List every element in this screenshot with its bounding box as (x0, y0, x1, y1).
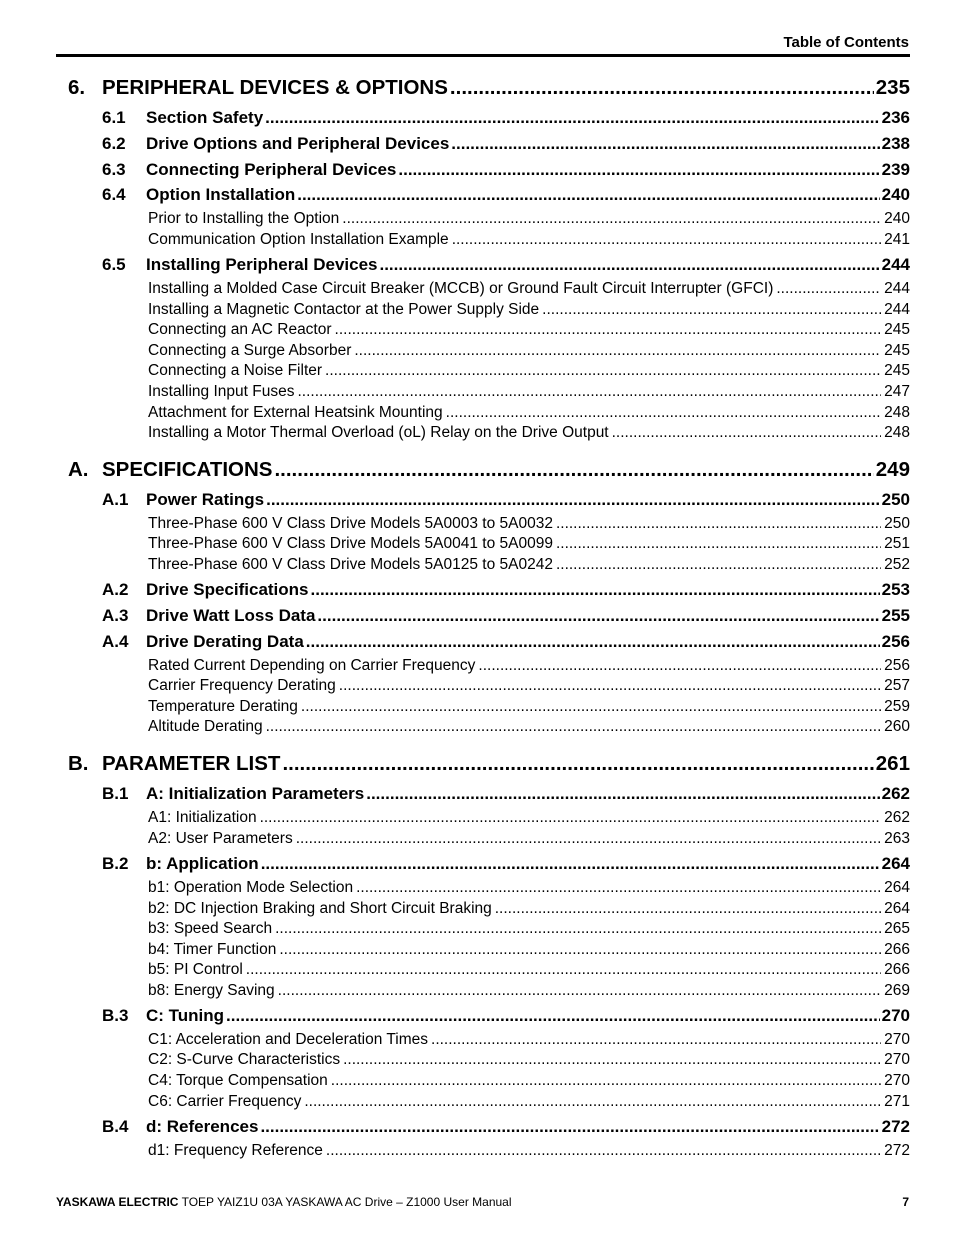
toc-entry-number: B.3 (102, 1006, 129, 1025)
toc-entry-sub[interactable] (148, 830, 910, 848)
toc-entry-sub[interactable] (148, 404, 910, 422)
toc-entry-title: Power Ratings (146, 490, 265, 509)
toc-entry-number: 6.5 (102, 255, 126, 274)
toc-entry-label (148, 677, 336, 695)
dot-leader (301, 698, 881, 716)
toc-entry-sub[interactable] (148, 982, 910, 1000)
toc-entry-sub[interactable] (148, 677, 910, 695)
dot-leader (246, 961, 881, 979)
toc-entry-number: 6. (68, 76, 86, 99)
toc-entry-title: b3: Speed Search (148, 920, 273, 937)
toc-entry-label (148, 657, 475, 675)
dot-leader (451, 134, 879, 154)
toc-entry-label (148, 1093, 301, 1111)
toc-entry-label (148, 718, 263, 736)
toc-entry-page: 245 (884, 362, 910, 379)
toc-entry-title: Drive Specifications (146, 580, 309, 599)
toc-entry-title: C6: Carrier Frequency (148, 1093, 302, 1110)
dot-leader (311, 580, 880, 600)
toc-entry-label (148, 1051, 340, 1069)
dot-leader (776, 280, 881, 298)
toc-entry-label (102, 255, 377, 275)
toc-entry-page: 272 (881, 1117, 910, 1136)
toc-entry-label (148, 362, 322, 380)
toc-entry-number: 6.2 (102, 134, 126, 153)
dot-leader (452, 231, 881, 249)
toc-entry-title: A: Initialization Parameters (146, 784, 365, 803)
toc-entry-number: 6.1 (102, 108, 126, 127)
toc-entry-title: d: References (146, 1117, 259, 1136)
toc-entry-label (102, 854, 259, 874)
toc-entry-title: Drive Options and Peripheral Devices (146, 134, 450, 153)
dot-leader (317, 606, 879, 626)
toc-entry-title: Temperature Derating (148, 698, 298, 715)
toc-entry-sub[interactable] (148, 1031, 910, 1049)
toc-entry-page: 250 (884, 515, 910, 532)
dot-leader (398, 160, 879, 180)
toc-entry-label (148, 231, 449, 249)
toc-entry-page: 270 (884, 1051, 910, 1068)
dot-leader (342, 210, 881, 228)
toc-entry-title: SPECIFICATIONS (102, 458, 273, 481)
toc-entry-sub[interactable] (148, 210, 910, 228)
toc-entry-page: 272 (884, 1142, 910, 1159)
toc-entry-label (148, 920, 272, 938)
toc-entry-sub[interactable] (148, 657, 910, 675)
toc-entry-label (102, 1117, 258, 1137)
footer-text (56, 1195, 512, 1209)
toc-entry-page: 244 (884, 280, 910, 297)
dot-leader (556, 515, 881, 533)
toc-entry-title: Carrier Frequency Derating (148, 677, 336, 694)
toc-entry-label (148, 383, 294, 401)
toc-entry-sub[interactable] (148, 424, 910, 442)
page-number: 7 (902, 1195, 909, 1209)
toc-entry-label (148, 424, 609, 442)
toc-entry-label (148, 1142, 323, 1160)
toc-entry-label (102, 1006, 224, 1026)
toc-entry-page: 265 (884, 920, 910, 937)
toc-entry-sec[interactable] (102, 160, 910, 180)
toc-entry-sec[interactable] (102, 185, 910, 205)
toc-entry-title: b8: Energy Saving (148, 982, 275, 999)
dot-leader (274, 458, 873, 482)
dot-leader (296, 830, 881, 848)
dot-leader (265, 108, 879, 128)
toc-entry-title: b1: Operation Mode Selection (148, 879, 354, 896)
toc-entry-number: B.4 (102, 1117, 129, 1136)
toc-entry-label (148, 982, 275, 1000)
toc-entry-sub[interactable] (148, 941, 910, 959)
toc-entry-ch[interactable] (68, 76, 910, 100)
footer-doc-title: TOEP YAIZ1U 03A YASKAWA AC Drive – Z1000 User Manual (178, 1195, 512, 1209)
toc-entry-sec[interactable] (102, 784, 910, 804)
dot-leader (261, 854, 880, 874)
toc-entry-title: Option Installation (146, 185, 296, 204)
toc-entry-title: Attachment for External Heatsink Mounting (148, 404, 443, 421)
toc-entry-page: 255 (881, 606, 910, 625)
toc-entry-title: b2: DC Injection Braking and Short Circuit Braking (148, 900, 492, 917)
toc-entry-sec[interactable] (102, 134, 910, 154)
toc-entry-label (102, 160, 396, 180)
toc-entry-sub[interactable] (148, 1142, 910, 1160)
toc-entry-title: C2: S-Curve Characteristics (148, 1051, 341, 1068)
toc-entry-title: Drive Watt Loss Data (146, 606, 316, 625)
toc-entry-page: 270 (884, 1072, 910, 1089)
toc-entry-ch[interactable] (68, 752, 910, 776)
dot-leader (335, 321, 882, 339)
toc-entry-page: 263 (884, 830, 910, 847)
toc-entry-label (68, 752, 280, 776)
toc-entry-sub[interactable] (148, 1072, 910, 1090)
toc-entry-page: 251 (884, 535, 910, 552)
toc-entry-title: Connecting an AC Reactor (148, 321, 332, 338)
toc-entry-label (148, 280, 773, 298)
toc-entry-title: b4: Timer Function (148, 941, 277, 958)
dot-leader (297, 185, 879, 205)
toc-entry-title: A1: Initialization (148, 809, 257, 826)
toc-entry-sub[interactable] (148, 515, 910, 533)
toc-entry-title: Three-Phase 600 V Class Drive Models 5A0003 to 5A0032 (148, 515, 553, 532)
toc-entry-page: 270 (884, 1031, 910, 1048)
toc-entry-label (102, 134, 449, 154)
toc-entry-page: 252 (884, 556, 910, 573)
dot-leader (226, 1006, 880, 1026)
toc-entry-label (102, 784, 364, 804)
running-header: Table of Contents (783, 34, 909, 51)
toc-entry-page: 253 (881, 580, 910, 599)
toc-entry-page: 264 (884, 900, 910, 917)
toc-entry-page: 256 (884, 657, 910, 674)
toc-entry-label (148, 1031, 428, 1049)
toc-entry-sub[interactable] (148, 961, 910, 979)
toc-entry-label (102, 185, 295, 205)
toc-entry-page: 262 (881, 784, 910, 803)
toc-entry-sub[interactable] (148, 280, 910, 298)
toc-entry-page: 266 (884, 961, 910, 978)
toc-entry-title: b: Application (146, 854, 259, 873)
toc-entry-page: 249 (875, 458, 910, 481)
dot-leader (297, 383, 881, 401)
toc-entry-sub[interactable] (148, 698, 910, 716)
toc-entry-number: A. (68, 458, 89, 481)
toc-entry-label (148, 1072, 328, 1090)
toc-entry-page: 235 (875, 76, 910, 99)
toc-entry-sec[interactable] (102, 108, 910, 128)
toc-entry-sub[interactable] (148, 231, 910, 249)
toc-entry-sec[interactable] (102, 632, 910, 652)
toc-entry-sec[interactable] (102, 854, 910, 874)
dot-leader (556, 535, 881, 553)
toc-entry-sec[interactable] (102, 490, 910, 510)
toc-entry-label (148, 342, 351, 360)
toc-entry-page: 239 (881, 160, 910, 179)
dot-leader (446, 404, 881, 422)
toc-entry-title: Installing Peripheral Devices (146, 255, 378, 274)
toc-entry-sub[interactable] (148, 879, 910, 897)
toc-entry-label (148, 961, 243, 979)
toc-entry-sub[interactable] (148, 342, 910, 360)
toc-entry-title: PERIPHERAL DEVICES & OPTIONS (102, 76, 448, 99)
toc-entry-number: 6.3 (102, 160, 126, 179)
toc-entry-title: A2: User Parameters (148, 830, 293, 847)
toc-entry-page: 266 (884, 941, 910, 958)
toc-entry-title: Prior to Installing the Option (148, 210, 340, 227)
toc-entry-label (102, 580, 309, 600)
toc-entry-title: Connecting Peripheral Devices (146, 160, 397, 179)
dot-leader (356, 879, 881, 897)
dot-leader (304, 1093, 881, 1111)
toc-entry-sub[interactable] (148, 1051, 910, 1069)
toc-entry-title: Section Safety (146, 108, 264, 127)
toc-entry-page: 244 (884, 301, 910, 318)
dot-leader (282, 752, 873, 776)
toc-entry-sub[interactable] (148, 556, 910, 574)
dot-leader (306, 632, 880, 652)
toc-entry-title: C: Tuning (146, 1006, 225, 1025)
dot-leader (354, 342, 881, 360)
toc-entry-label (102, 490, 264, 510)
toc-entry-label (148, 830, 293, 848)
toc-entry-label (148, 535, 553, 553)
toc-entry-page: 244 (881, 255, 910, 274)
dot-leader (331, 1072, 881, 1090)
toc-entry-sub[interactable] (148, 321, 910, 339)
toc-entry-label (102, 606, 315, 626)
toc-entry-number: 6.4 (102, 185, 126, 204)
toc-entry-sec[interactable] (102, 1006, 910, 1026)
toc-entry-sub[interactable] (148, 383, 910, 401)
dot-leader (478, 657, 881, 675)
toc-entry-label (148, 321, 332, 339)
toc-entry-label (148, 900, 492, 918)
toc-entry-label (148, 404, 443, 422)
toc-entry-label (148, 515, 553, 533)
dot-leader (542, 301, 881, 319)
toc-entry-title: PARAMETER LIST (102, 752, 281, 775)
dot-leader (495, 900, 881, 918)
toc-entry-title: Connecting a Surge Absorber (148, 342, 352, 359)
toc-entry-title: Installing Input Fuses (148, 383, 295, 400)
toc-entry-label (148, 698, 298, 716)
toc-entry-title: C4: Torque Compensation (148, 1072, 328, 1089)
toc-entry-title: b5: PI Control (148, 961, 243, 978)
dot-leader (260, 1117, 879, 1137)
toc-entry-title: Installing a Molded Case Circuit Breaker (MCCB) or Ground Fault Circuit Interrupter (GFCI) (148, 280, 774, 297)
toc-entry-title: Three-Phase 600 V Class Drive Models 5A0125 to 5A0242 (148, 556, 553, 573)
toc-entry-title: d1: Frequency Reference (148, 1142, 323, 1159)
toc-entry-page: 264 (884, 879, 910, 896)
toc-entry-label (102, 632, 304, 652)
dot-leader (266, 718, 882, 736)
toc-entry-label (102, 108, 263, 128)
toc-entry-number: B.1 (102, 784, 129, 803)
toc-entry-sec[interactable] (102, 1117, 910, 1137)
toc-entry-sub[interactable] (148, 718, 910, 736)
toc-entry-sub[interactable] (148, 301, 910, 319)
toc-entry-page: 270 (881, 1006, 910, 1025)
toc-entry-label (148, 941, 276, 959)
dot-leader (366, 784, 879, 804)
toc-entry-number: A.2 (102, 580, 129, 599)
toc-entry-page: 247 (884, 383, 910, 400)
toc-entry-number: A.3 (102, 606, 129, 625)
toc-entry-number: A.4 (102, 632, 129, 651)
dot-leader (326, 1142, 881, 1160)
dot-leader (556, 556, 881, 574)
toc-entry-page: 264 (881, 854, 910, 873)
toc-entry-page: 238 (881, 134, 910, 153)
toc-entry-page: 245 (884, 342, 910, 359)
dot-leader (343, 1051, 881, 1069)
dot-leader (266, 490, 880, 510)
dot-leader (612, 424, 882, 442)
toc-entry-page: 240 (881, 185, 910, 204)
toc-entry-page: 245 (884, 321, 910, 338)
toc-entry-page: 248 (884, 404, 910, 421)
dot-leader (278, 982, 881, 1000)
toc-entry-sub[interactable] (148, 900, 910, 918)
toc-entry-page: 256 (881, 632, 910, 651)
toc-entry-label (148, 556, 553, 574)
toc-entry-page: 259 (884, 698, 910, 715)
dot-leader (379, 255, 879, 275)
toc-entry-page: 261 (875, 752, 910, 775)
toc-entry-ch[interactable] (68, 458, 910, 482)
toc-entry-sec[interactable] (102, 255, 910, 275)
toc-entry-title: Installing a Magnetic Contactor at the Power Supply Side (148, 301, 540, 318)
toc-entry-page: 271 (884, 1093, 910, 1110)
toc-entry-page: 257 (884, 677, 910, 694)
toc-entry-sub[interactable] (148, 535, 910, 553)
toc-entry-page: 262 (884, 809, 910, 826)
toc-entry-page: 241 (884, 231, 910, 248)
toc-entry-label (148, 809, 257, 827)
toc-entry-label (148, 210, 339, 228)
toc-entry-number: A.1 (102, 490, 129, 509)
toc-entry-title: Three-Phase 600 V Class Drive Models 5A0041 to 5A0099 (148, 535, 553, 552)
toc-entry-title: Altitude Derating (148, 718, 263, 735)
toc-entry-page: 269 (884, 982, 910, 999)
toc-entry-title: Drive Derating Data (146, 632, 304, 651)
toc-entry-sub[interactable] (148, 809, 910, 827)
toc-entry-page: 236 (881, 108, 910, 127)
toc-entry-label (68, 76, 448, 100)
dot-leader (431, 1031, 881, 1049)
toc-entry-sub[interactable] (148, 362, 910, 380)
toc-entry-page: 240 (884, 210, 910, 227)
toc-entry-label (148, 301, 539, 319)
dot-leader (260, 809, 882, 827)
toc-entry-label (148, 879, 353, 897)
toc-entry-page: 250 (881, 490, 910, 509)
toc-entry-title: Installing a Motor Thermal Overload (oL) Relay on the Drive Output (148, 424, 609, 441)
footer-brand: YASKAWA ELECTRIC (56, 1195, 179, 1209)
toc-entry-label (68, 458, 272, 482)
toc-entry-title: Communication Option Installation Example (148, 231, 449, 248)
toc-entry-page: 260 (884, 718, 910, 735)
toc-entry-title: Rated Current Depending on Carrier Frequency (148, 657, 476, 674)
toc-entry-sec[interactable] (102, 580, 910, 600)
dot-leader (325, 362, 881, 380)
toc-entry-sub[interactable] (148, 920, 910, 938)
dot-leader (275, 920, 881, 938)
toc-entry-number: B. (68, 752, 89, 775)
toc-entry-page: 248 (884, 424, 910, 441)
toc-entry-title: Connecting a Noise Filter (148, 362, 323, 379)
toc-entry-title: C1: Acceleration and Deceleration Times (148, 1031, 429, 1048)
toc-entry-sub[interactable] (148, 1093, 910, 1111)
toc-entry-sec[interactable] (102, 606, 910, 626)
dot-leader (279, 941, 881, 959)
dot-leader (450, 76, 874, 100)
dot-leader (339, 677, 881, 695)
toc-entry-number: B.2 (102, 854, 129, 873)
